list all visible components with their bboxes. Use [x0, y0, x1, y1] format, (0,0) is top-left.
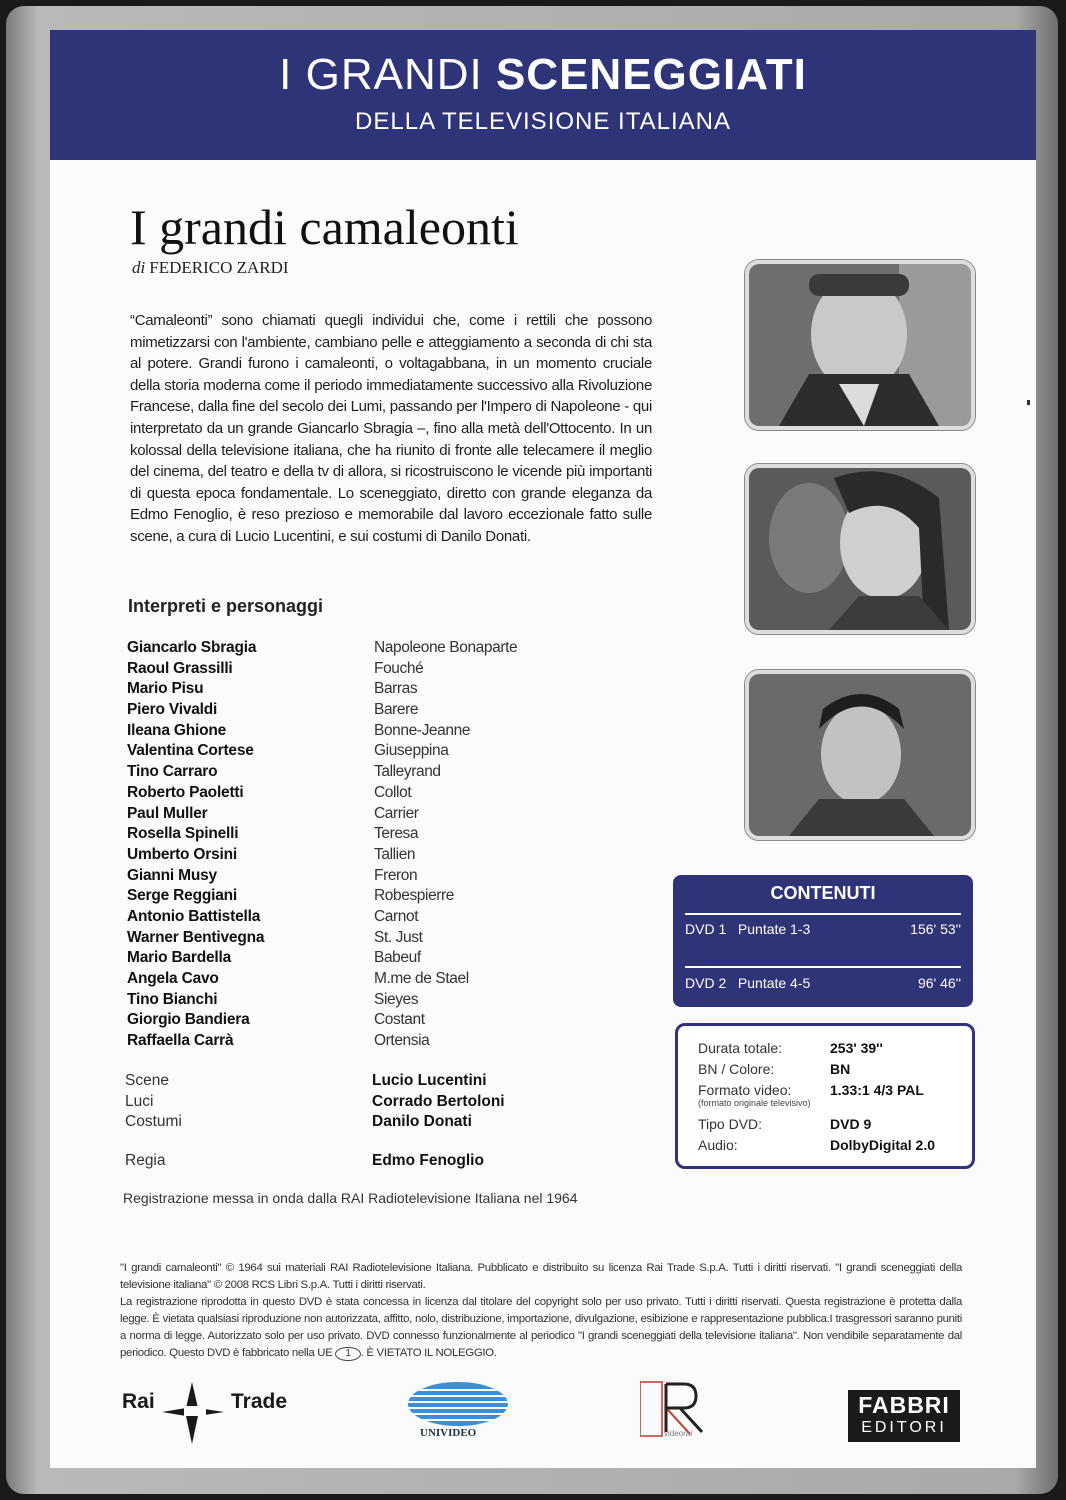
- role-name: Collot: [374, 783, 412, 801]
- crew-role: Costumi: [125, 1113, 182, 1131]
- dvd-back-cover: [50, 30, 1036, 1468]
- crew-name: Lucio Lucentini: [372, 1072, 487, 1089]
- disc-episodes: Puntate 4-5: [737, 975, 811, 991]
- cast-row: [127, 1031, 547, 1052]
- synopsis: “Camaleonti” sono chiamati quegli individui che, come i rettili che possono mimetizzarsi con l'ambiente, cambiano pelle e atteggiamento a seconda di chi sta al potere. Grandi furono i camaleonti, o voltagabbana, in un momento cruciale della storia moderna come il periodo immediatamente successivo alla Rivoluzione Francese, dalla fine del secolo dei Lumi, passando per l'Impero di Napoleone - qui interpretato da un grande Giancarlo Sbragia –, fino alla metà dell'Ottocento. In un kolossal della televisione italiana, che ha riunito di fronte alle telecamere il meglio del cinema, del teatro e della tv di allora, si ricostruiscono le vicende più importanti di questa epoca fondamentale. Lo sceneggiato, diretto con grande eleganza da Edmo Fenoglio, è reso prezioso e memorabile dal lavoro eccezionale fatto sulle scene, a cura di Lucio Lucentini, e sui costumi di Danilo Donati.: [130, 312, 652, 545]
- cast-heading: Interpreti e personaggi: [128, 596, 324, 616]
- cast-row: [127, 638, 547, 659]
- actor-name: Warner Bentivegna: [127, 928, 265, 946]
- info-label: BN / Colore:: [698, 1061, 775, 1077]
- cast-row: [127, 886, 547, 907]
- role-name: Carrier: [374, 804, 419, 822]
- legal-notice: [120, 1260, 962, 1362]
- role-name: Giuseppina: [374, 742, 449, 760]
- cast-row: [127, 990, 547, 1011]
- actor-name: Giorgio Bandiera: [127, 1011, 250, 1029]
- videorai-label: videorai: [664, 1429, 693, 1438]
- role-name: Bonne-Jeanne: [374, 721, 471, 739]
- disc-row: [685, 975, 961, 991]
- author-line: [132, 258, 289, 278]
- role-name: Barras: [374, 680, 418, 698]
- fabbri-bottom: EDITORI: [861, 1419, 947, 1436]
- info-value: DVD 9: [830, 1116, 872, 1132]
- info-label: Formato video:: [698, 1082, 792, 1098]
- author-prefix: di: [132, 258, 146, 277]
- actor-name: Mario Pisu: [127, 680, 204, 698]
- info-label: Durata totale:: [698, 1040, 783, 1056]
- univideo-logo-icon: [408, 1382, 508, 1426]
- actor-name: Roberto Paoletti: [127, 783, 244, 801]
- actor-name: Serge Reggiani: [127, 887, 238, 905]
- actor-name: Raffaella Carrà: [127, 1032, 234, 1050]
- role-name: Sieyes: [374, 990, 419, 1008]
- contents-box: [673, 875, 973, 1007]
- cast-row: [127, 721, 547, 742]
- copyright-text: "I grandi camaleonti" © 1964 sui materiali RAI Radiotelevisione Italiana. Pubblicato e distribuito su licenza Rai Trade S.p.A. Tutti i diritti riservati. "I grandi sceneggiati della televisione italiana" © 2008 RCS Libri S.p.A. Tutti i diritti riservati.: [120, 1262, 962, 1291]
- disc-episodes: Puntate 1-3: [737, 921, 811, 937]
- director-label: Regia: [125, 1152, 166, 1169]
- info-note: (formato originale televisivo): [698, 1098, 811, 1108]
- info-value: BN: [830, 1061, 851, 1077]
- divider: [685, 966, 961, 968]
- logo-strip: [50, 1360, 1036, 1450]
- actor-name: Piero Vivaldi: [127, 701, 218, 719]
- role-name: Freron: [374, 866, 418, 884]
- film-title: I grandi camaleonti: [130, 199, 519, 255]
- crew-name: Corrado Bertoloni: [372, 1092, 505, 1110]
- still-photo-2: [745, 464, 975, 634]
- role-name: Costant: [374, 1011, 425, 1029]
- license-end: . È VIETATO IL NOLEGGIO.: [360, 1347, 497, 1359]
- actor-name: Umberto Orsini: [127, 845, 238, 863]
- actor-name: Raoul Grassilli: [127, 659, 233, 677]
- crew-row: [125, 1093, 565, 1114]
- series-subtitle: DELLA TELEVISIONE ITALIANA: [355, 108, 731, 135]
- cast-row: [127, 762, 547, 783]
- broadcast-note: Registrazione messa in onda dalla RAI Radiotelevisione Italiana nel 1964: [123, 1190, 578, 1206]
- cast-list: [127, 638, 547, 1052]
- crew-role: Luci: [125, 1092, 154, 1110]
- rai-trade-logo-right: Trade: [231, 1390, 288, 1413]
- info-value: DolbyDigital 2.0: [830, 1137, 936, 1153]
- series-title: [50, 50, 1036, 100]
- crew-row: [125, 1072, 565, 1093]
- role-name: Barere: [374, 701, 419, 719]
- disc-duration: 96' 46'': [917, 975, 961, 991]
- info-label: Audio:: [698, 1137, 738, 1153]
- author-name: FEDERICO ZARDI: [149, 258, 289, 277]
- contents-heading: CONTENUTI: [770, 883, 876, 903]
- cast-row: [127, 741, 547, 762]
- role-name: Tallien: [374, 845, 416, 863]
- cast-row: [127, 866, 547, 887]
- actor-name: Giancarlo Sbragia: [127, 639, 257, 656]
- cast-row: [127, 659, 547, 680]
- cast-row: [127, 824, 547, 845]
- cast-row: [127, 804, 547, 825]
- role-name: Carnot: [374, 907, 419, 925]
- actor-name: Angela Cavo: [127, 970, 219, 987]
- crew-name: Danilo Donati: [372, 1113, 472, 1131]
- series-banner: [50, 30, 1036, 160]
- role-name: Napoleone Bonaparte: [374, 639, 518, 656]
- cast-row: [127, 907, 547, 928]
- divider: [685, 913, 961, 915]
- role-name: St. Just: [374, 928, 423, 946]
- info-label: Tipo DVD:: [698, 1116, 763, 1132]
- license-body: La registrazione riprodotta in questo DVD è stata concessa in licenza dal titolare del copyright solo per uso privato. Tutti i diritti riservati. Questa registrazione è protetta dalla legge. È vietata qualsiasi riproduzione non autorizzata, affitto, nolo, distribuzione, importazione, divulgazione, esibizione e rappresentazione pubblica.I trasgressori saranno puniti a norma di legge. Autorizzato solo per uso privato. DVD connesso funzionalmente al periodico "I grandi sceneggiati della televisione italiana". Non vendibile separatamente dal periodico. Questo DVD è fabbricato nella UE: [120, 1296, 962, 1359]
- cast-row: [127, 969, 547, 990]
- info-value: 253' 39'': [830, 1040, 883, 1056]
- role-name: Fouché: [374, 659, 424, 677]
- director-name: Edmo Fenoglio: [372, 1152, 484, 1169]
- cast-row: [127, 845, 547, 866]
- disc-label: DVD 2: [685, 975, 727, 991]
- region-code: 1: [345, 1348, 351, 1359]
- disc-label: DVD 1: [685, 921, 727, 937]
- cast-row: [127, 679, 547, 700]
- rai-trade-emblem-icon: [162, 1382, 226, 1444]
- actor-name: Tino Carraro: [127, 763, 218, 781]
- role-name: Robespierre: [374, 887, 455, 905]
- cast-row: [127, 700, 547, 721]
- crew-role: Scene: [125, 1072, 169, 1089]
- actor-name: Mario Bardella: [127, 949, 232, 967]
- license-text: [120, 1294, 962, 1362]
- actor-name: Antonio Battistella: [127, 907, 261, 925]
- print-speck: [1027, 400, 1030, 405]
- actor-name: Tino Bianchi: [127, 990, 218, 1008]
- univideo-label: UNIVIDEO: [420, 1427, 477, 1439]
- cast-row: [127, 783, 547, 804]
- actor-name: Gianni Musy: [127, 866, 217, 884]
- crew-row: [125, 1113, 565, 1134]
- tech-info-box: [675, 1023, 975, 1169]
- still-photo-1: [745, 260, 975, 430]
- disc-row: [685, 921, 961, 937]
- actor-name: Paul Muller: [127, 804, 208, 822]
- actor-name: Rosella Spinelli: [127, 825, 239, 843]
- series-title-thin: I GRANDI: [279, 50, 483, 99]
- disc-duration: 156' 53'': [910, 921, 961, 937]
- fabbri-editori-logo: [848, 1390, 960, 1442]
- cast-row: [127, 948, 547, 969]
- fabbri-top: FABBRI: [858, 1392, 950, 1418]
- region-code-icon: [335, 1347, 360, 1361]
- cast-row: [127, 1010, 547, 1031]
- rai-trade-logo-left: Rai: [122, 1390, 155, 1413]
- series-title-bold: SCENEGGIATI: [495, 50, 807, 99]
- actor-name: Ileana Ghione: [127, 721, 227, 739]
- role-name: Babeuf: [374, 949, 421, 967]
- actor-name: Valentina Cortese: [127, 742, 254, 760]
- role-name: Talleyrand: [374, 763, 441, 781]
- crew-list: [125, 1072, 565, 1134]
- role-name: Ortensia: [374, 1032, 430, 1050]
- role-name: M.me de Stael: [374, 970, 469, 987]
- still-photo-3: [745, 670, 975, 840]
- role-name: Teresa: [374, 825, 419, 843]
- info-value: 1.33:1 4/3 PAL: [830, 1082, 924, 1098]
- cast-row: [127, 928, 547, 949]
